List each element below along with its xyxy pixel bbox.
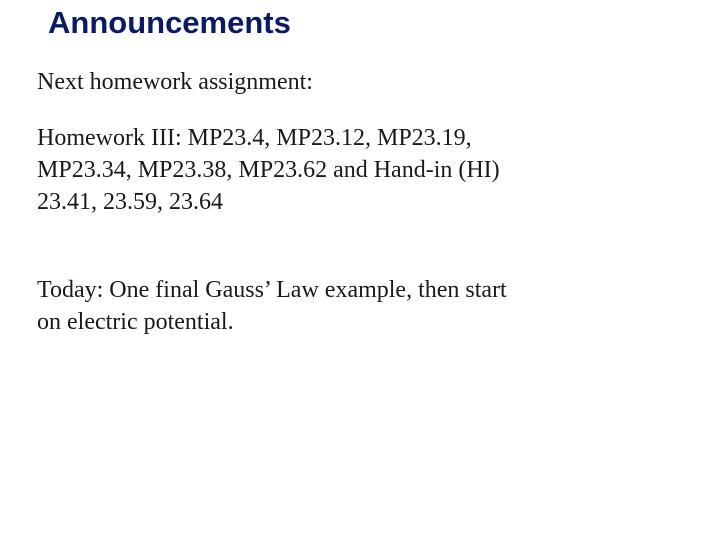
text-line: Homework III: MP23.4, MP23.12, MP23.19, [37, 125, 472, 151]
text-line: on electric potential. [37, 309, 234, 335]
homework-list [37, 122, 677, 218]
text-line: Today: One final Gauss’ Law example, then start [37, 277, 507, 303]
text-line: MP23.34, MP23.38, MP23.62 and Hand-in (HI) [37, 157, 500, 183]
text-line: 23.41, 23.59, 23.64 [37, 189, 223, 215]
text-line: Next homework assignment: [37, 69, 313, 95]
slide-body [37, 66, 677, 338]
homework-intro [37, 66, 677, 98]
today-note [37, 274, 677, 338]
slide-title: Announcements [48, 5, 291, 40]
